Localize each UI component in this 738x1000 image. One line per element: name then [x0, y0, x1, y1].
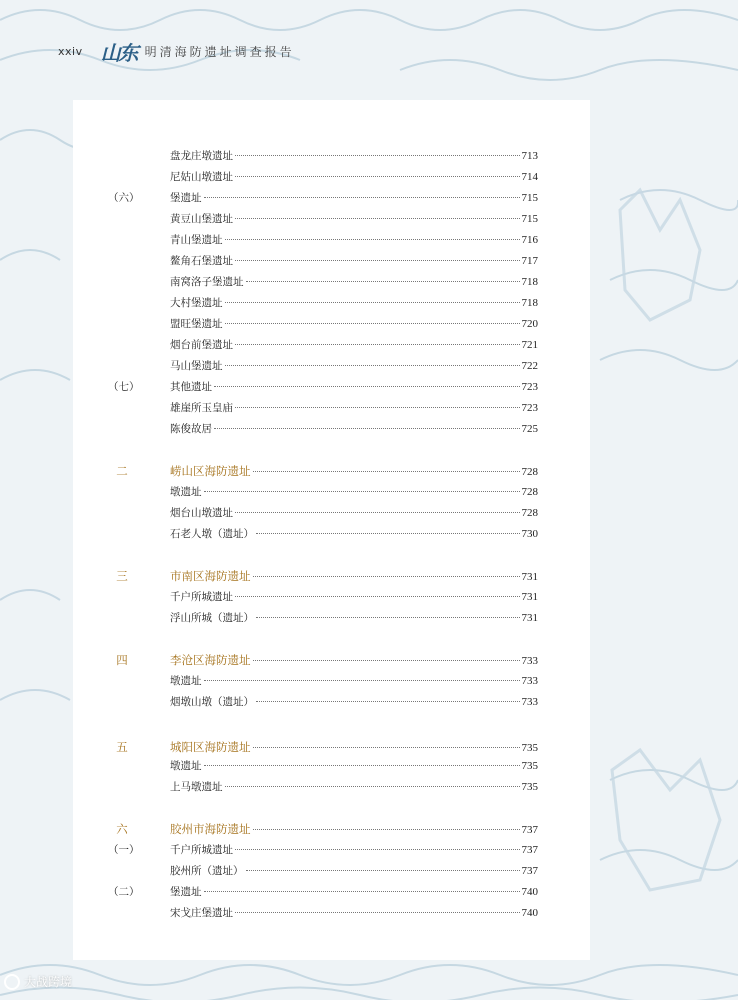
- toc-entry: [170, 274, 538, 290]
- toc-page-number: 725: [521, 423, 538, 435]
- toc-page-number: 731: [521, 612, 538, 624]
- toc-label: 李沧区海防遗址: [170, 653, 251, 667]
- dot-leader: [253, 829, 520, 830]
- toc-row: [0, 400, 738, 416]
- toc-page-number: 735: [521, 742, 538, 754]
- toc-row: [0, 190, 738, 206]
- toc-marker: 四: [116, 653, 128, 667]
- toc-entry: [170, 400, 538, 416]
- toc-row: [0, 274, 738, 290]
- toc-page-number: 721: [521, 339, 538, 351]
- toc-page-number: 718: [521, 297, 538, 309]
- toc-label: 崂山区海防遗址: [170, 464, 251, 478]
- toc-page-number: 737: [521, 844, 538, 856]
- toc-section-row: [0, 821, 738, 837]
- watermark: [4, 973, 72, 990]
- toc-label: 石老人墩（遗址）: [170, 528, 254, 540]
- toc-entry: [170, 739, 538, 756]
- toc-page-number: 715: [521, 192, 538, 204]
- toc-row: [0, 211, 738, 227]
- toc-entry: [170, 484, 538, 500]
- dot-leader: [256, 617, 520, 618]
- toc-row: [0, 589, 738, 605]
- toc-marker: 五: [116, 740, 128, 754]
- toc-label: 墩遗址: [170, 486, 202, 498]
- toc-entry: [170, 526, 538, 542]
- toc-entry: [170, 295, 538, 311]
- dot-leader: [235, 155, 520, 156]
- dot-leader: [253, 747, 520, 748]
- toc-row: [0, 358, 738, 374]
- toc-page-number: 714: [521, 171, 538, 183]
- toc-page-number: 737: [521, 824, 538, 836]
- toc-row: [0, 421, 738, 437]
- toc-label: 其他遗址: [170, 381, 212, 393]
- toc-label: 南窝洛子堡遗址: [170, 276, 244, 288]
- toc-label: 墩遗址: [170, 675, 202, 687]
- dot-leader: [204, 680, 520, 681]
- toc-row: [0, 610, 738, 626]
- toc-label: 千户所城遗址: [170, 591, 233, 603]
- page-number: xxiv: [58, 44, 83, 58]
- toc-row: [0, 863, 738, 879]
- toc-entry: [170, 421, 538, 437]
- toc-label: 盘龙庄墩遗址: [170, 150, 233, 162]
- toc-page-number: 723: [521, 381, 538, 393]
- toc-row: [0, 694, 738, 710]
- toc-page-number: 728: [521, 466, 538, 478]
- toc-marker: 六: [116, 822, 128, 836]
- toc-label: 堡遗址: [170, 192, 202, 204]
- toc-label: 烟台山墩遗址: [170, 507, 233, 519]
- dot-leader: [246, 870, 520, 871]
- toc-entry: [170, 694, 538, 710]
- toc-page-number: 731: [521, 571, 538, 583]
- dot-leader: [204, 491, 520, 492]
- toc-row: [0, 148, 738, 164]
- dot-leader: [214, 386, 520, 387]
- toc-label: 浮山所城（遗址）: [170, 612, 254, 624]
- toc-page-number: 723: [521, 402, 538, 414]
- toc-entry: [170, 232, 538, 248]
- toc-label: 上马墩遗址: [170, 781, 223, 793]
- toc-row: [0, 673, 738, 689]
- toc-entry: [170, 758, 538, 774]
- dot-leader: [253, 576, 520, 577]
- book-title: 明清海防遗址调查报告: [144, 44, 295, 59]
- toc-row: [0, 337, 738, 353]
- dot-leader: [235, 260, 520, 261]
- toc-label: 陈俊故居: [170, 423, 212, 435]
- toc-label: 宋戈庄堡遗址: [170, 907, 233, 919]
- toc-label: 雄崖所玉皇庙: [170, 402, 233, 414]
- toc-entry: [170, 884, 538, 900]
- dot-leader: [256, 533, 520, 534]
- dot-leader: [253, 471, 520, 472]
- toc-entry: [170, 779, 538, 795]
- dot-leader: [214, 428, 520, 429]
- toc-page-number: 735: [521, 781, 538, 793]
- toc-entry: [170, 863, 538, 879]
- toc-entry: [170, 253, 538, 269]
- toc-entry: [170, 589, 538, 605]
- toc-entry: [170, 316, 538, 332]
- toc-marker: 二: [116, 464, 128, 478]
- toc-page-number: 735: [521, 760, 538, 772]
- toc-row: [0, 295, 738, 311]
- dot-leader: [225, 323, 520, 324]
- toc-entry: [170, 821, 538, 838]
- toc-page-number: 740: [521, 907, 538, 919]
- dot-leader: [253, 660, 520, 661]
- toc-label: 大村堡遗址: [170, 297, 223, 309]
- toc-row: [0, 253, 738, 269]
- toc-marker: （六）: [108, 192, 140, 204]
- toc-entry: [170, 463, 538, 480]
- dot-leader: [225, 365, 520, 366]
- toc-label: 马山堡遗址: [170, 360, 223, 372]
- toc-row: [0, 526, 738, 542]
- toc-section-row: [0, 463, 738, 479]
- toc-page-number: 733: [521, 675, 538, 687]
- toc-label: 烟墩山墩（遗址）: [170, 696, 254, 708]
- toc-page-number: 713: [521, 150, 538, 162]
- toc-entry: [170, 148, 538, 164]
- toc-entry: [170, 169, 538, 185]
- toc-label: 黄豆山堡遗址: [170, 213, 233, 225]
- toc-label: 市南区海防遗址: [170, 569, 251, 583]
- toc-entry: [170, 190, 538, 206]
- toc-row: [0, 316, 738, 332]
- toc-page-number: 718: [521, 276, 538, 288]
- toc-label: 鳌角石堡遗址: [170, 255, 233, 267]
- dot-leader: [235, 849, 520, 850]
- dot-leader: [256, 701, 520, 702]
- toc-page-number: 728: [521, 486, 538, 498]
- toc-row: [0, 232, 738, 248]
- toc-row: [0, 905, 738, 921]
- toc-row: [0, 484, 738, 500]
- toc-page-number: 737: [521, 865, 538, 877]
- toc-page-number: 731: [521, 591, 538, 603]
- dot-leader: [225, 302, 520, 303]
- toc-marker: （七）: [108, 381, 140, 393]
- dot-leader: [204, 197, 520, 198]
- toc-entry: [170, 610, 538, 626]
- toc-page-number: 715: [521, 213, 538, 225]
- toc-entry: [170, 379, 538, 395]
- toc-entry: [170, 652, 538, 669]
- toc-entry: [170, 358, 538, 374]
- toc-page-number: 717: [521, 255, 538, 267]
- dot-leader: [246, 281, 520, 282]
- page-header: [58, 36, 295, 66]
- toc-entry: [170, 673, 538, 689]
- toc-label: 墩遗址: [170, 760, 202, 772]
- dot-leader: [235, 344, 520, 345]
- toc-label: 青山堡遗址: [170, 234, 223, 246]
- watermark-logo-icon: [4, 974, 20, 990]
- toc-row: [0, 505, 738, 521]
- dot-leader: [235, 407, 520, 408]
- toc-label: 烟台前堡遗址: [170, 339, 233, 351]
- toc-page-number: 722: [521, 360, 538, 372]
- toc-label: 盟旺堡遗址: [170, 318, 223, 330]
- toc-label: 堡遗址: [170, 886, 202, 898]
- dot-leader: [204, 891, 520, 892]
- dot-leader: [235, 596, 520, 597]
- toc-label: 胶州市海防遗址: [170, 822, 251, 836]
- toc-entry: [170, 337, 538, 353]
- toc-marker: （二）: [108, 886, 140, 898]
- toc-entry: [170, 568, 538, 585]
- toc-row: [0, 379, 738, 395]
- toc-row: [0, 758, 738, 774]
- toc-label: 尼姑山墩遗址: [170, 171, 233, 183]
- toc-section-row: [0, 739, 738, 755]
- toc-section-row: [0, 568, 738, 584]
- toc-entry: [170, 905, 538, 921]
- dot-leader: [235, 912, 520, 913]
- toc-label: 千户所城遗址: [170, 844, 233, 856]
- toc-page-number: 720: [521, 318, 538, 330]
- toc-page-number: 733: [521, 696, 538, 708]
- toc-row: [0, 169, 738, 185]
- dot-leader: [235, 176, 520, 177]
- toc-section-row: [0, 652, 738, 668]
- toc-page-number: 730: [521, 528, 538, 540]
- toc-label: 城阳区海防遗址: [170, 740, 251, 754]
- toc-entry: [170, 505, 538, 521]
- dot-leader: [235, 512, 520, 513]
- toc-page-number: 740: [521, 886, 538, 898]
- toc-row: [0, 842, 738, 858]
- toc-entry: [170, 842, 538, 858]
- dot-leader: [235, 218, 520, 219]
- toc-page-number: 728: [521, 507, 538, 519]
- dot-leader: [225, 786, 520, 787]
- toc-page-number: 733: [521, 655, 538, 667]
- toc-label: 胶州所（遗址）: [170, 865, 244, 877]
- toc-marker: （一）: [108, 844, 140, 856]
- toc-row: [0, 884, 738, 900]
- shandong-logo: 山东: [100, 40, 137, 65]
- toc-page-number: 716: [521, 234, 538, 246]
- toc-entry: [170, 211, 538, 227]
- dot-leader: [204, 765, 520, 766]
- watermark-text: 大战跨境: [24, 975, 73, 989]
- dot-leader: [225, 239, 520, 240]
- toc-marker: 三: [116, 569, 128, 583]
- toc-row: [0, 779, 738, 795]
